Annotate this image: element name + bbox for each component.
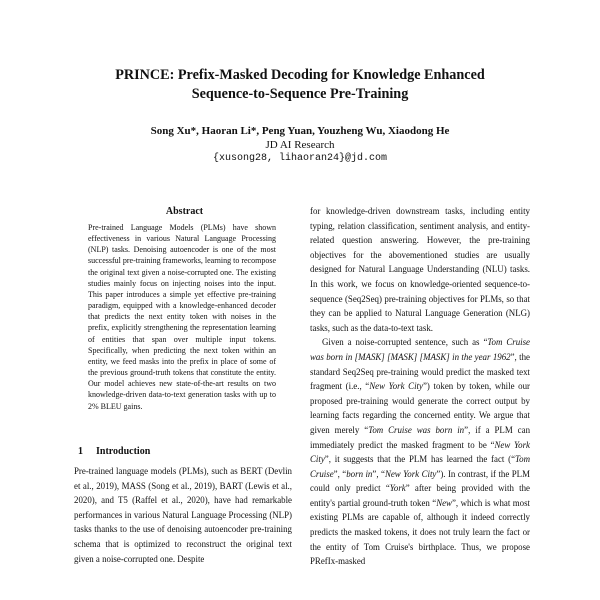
text-run: ”, which is what most existing PLMs are capable of, although it indeed correctly predicts the masked tokens, it does not truly learn the fact or the entity of Tom Cruise's birthplace. Thus, we propose PRefIx-masked [310, 497, 531, 567]
text-run: ”, the standard Seq2Seq pre-training would predict the masked text fragment (i.e., “ [310, 351, 530, 392]
text-run: ”, it suggests that the PLM has learned the fact (“ [324, 454, 516, 465]
text-run: ” after being provided with the entity's partial ground-truth token “ [310, 483, 530, 508]
section-number: 1 [78, 446, 83, 457]
text-run: ”, “ [372, 468, 385, 479]
fact-relation: born in [346, 468, 373, 479]
affiliation: JD AI Research [265, 139, 335, 151]
right-column [310, 204, 530, 569]
text-run: ”, if a PLM can immediately predict the masked fragment to be “ [310, 424, 531, 450]
intro-paragraph: Pre-trained language models (PLMs), such as BERT (Devlin et al., 2019), MASS (Song et al., 2019), BART (Lewis et al., 2020), and T5 (Raffel et al., 2020), have had remarkable performances in various Natural Language Processing (NLP) tasks thanks to the use of denoising autoencoder pre-training schema that is optimized to reconstruct the original text given a noise-corrupted one. Despite [74, 466, 292, 564]
author-list: Song Xu*, Haoran Li*, Peng Yuan, Youzheng Wu, Xiaodong He [150, 125, 450, 137]
text-run: Given a noise-corrupted sentence, such as “ [322, 337, 488, 348]
title-line-2: Sequence-to-Sequence Pre-Training [191, 86, 409, 102]
fact-subject: Tom Cruise [310, 454, 530, 479]
author-email: {xusong28, lihaoran24}@jd.com [212, 153, 388, 164]
text-run: ”) token by token, while our proposed pre-training would generate the correct output by learning facts regarding the concerned entity. We argue that given merely “ [310, 381, 530, 435]
example-prefix: Tom Cruise was born in [368, 424, 465, 435]
text-run: ”). In contrast, if the PLM could only predict “ [310, 468, 530, 494]
abstract-heading: Abstract [165, 206, 204, 217]
example-sentence: Tom Cruise was born in [MASK] [MASK] [MASK] in the year 1962 [310, 337, 530, 362]
entity-token: York [389, 483, 406, 494]
entity-mention: New York City [369, 381, 423, 392]
right-paragraph-1: for knowledge-driven downstream tasks, including entity typing, relation classification, sentiment analysis, and entity-related question answering. However, the pre-training objectives for the abovementioned studies are usually designed for Natural Language Understanding (NLU) tasks. In this work, we focus on knowledge-oriented sequence-to-sequence (Seq2Seq) pre-training objectives for PLMs, so that they can be applied to Natural Language Generation (NLG) tasks, such as the data-to-text task. [310, 206, 530, 333]
fact-object: New York City [384, 468, 437, 479]
abstract-text: Pre-trained Language Models (PLMs) have shown effectiveness in various Natural Language Processing (NLP) tasks. Denoising autoencoder is one of the most successful pre-training frameworks, learning to recompose the original text given a noise-corrupted one. The existing studies mainly focus on injecting noises into the input. This paper introduces a simple yet effective pre-training paradigm, equipped with a knowledge-enhanced decoder that predicts the next entity token with noises in the prefix, explicitly strengthening the representation learning of entities that span over multiple input tokens. Specifically, when predicting the next token within an entity, we feed masks into the prefix in place of some of the previous ground-truth tokens that constitute the entity. Our model achieves new state-of-the-art results on two knowledge-driven data-to-text generation tasks with up to 2% BLEU gains. [88, 223, 276, 411]
right-paragraph-2 [310, 335, 530, 569]
section-heading-introduction [78, 446, 288, 458]
title-line-1: PRINCE: Prefix-Masked Decoding for Knowledge Enhanced [115, 67, 485, 83]
entity-mention: New York City [310, 439, 530, 465]
intro-text [74, 464, 292, 566]
section-title: Introduction [96, 446, 151, 457]
entity-token: New [436, 497, 452, 508]
text-run: ”, “ [333, 468, 347, 479]
paper-title [50, 66, 550, 104]
